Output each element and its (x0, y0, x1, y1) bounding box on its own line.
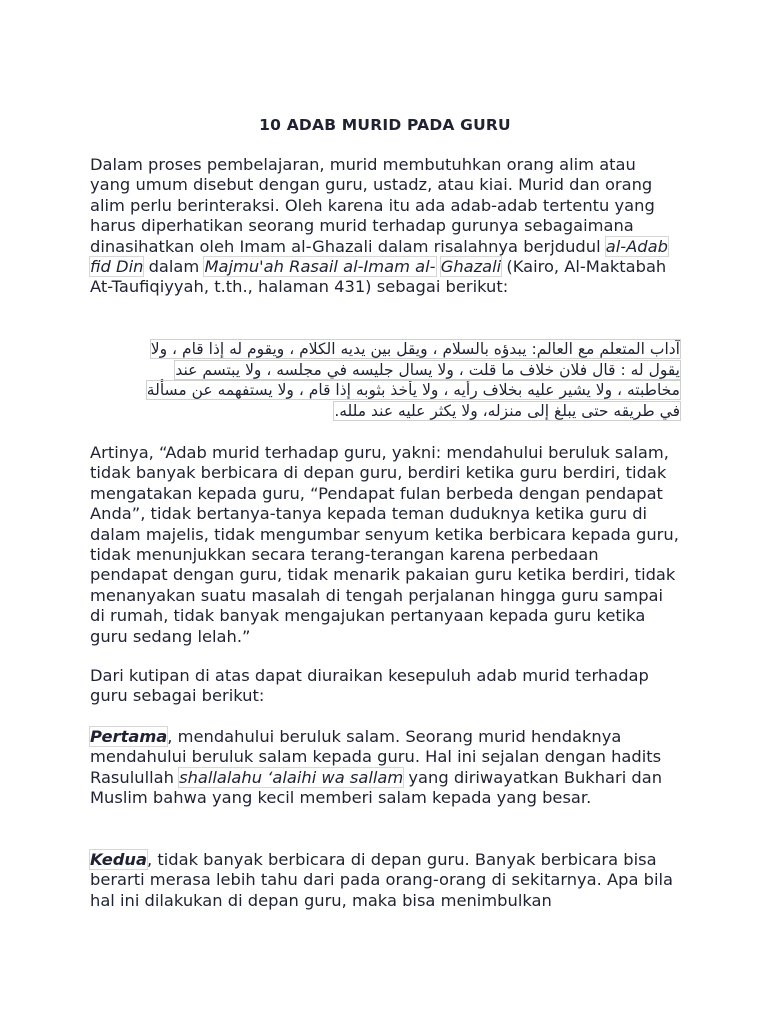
second-label: Kedua (90, 850, 147, 869)
book-title-adab-fid-din: al-Adab fid Din (90, 236, 668, 277)
intro-text-3: (Kairo, Al-Maktabah At-Taufiqiyyah, t.th., halaman 431) sebagai berikut: (90, 257, 667, 297)
arabic-quote (112, 339, 680, 421)
arabic-line-2: يقول له : قال فلان خلاف ما قلت ، ولا يسال جليسه في مجلسه ، ولا يبتسم عند (175, 360, 680, 379)
translation-paragraph: Artinya, “Adab murid terhadap guru, yakni: mendahului beruluk salam, tidak banyak berbicara di depan guru, berdiri ketika guru berdiri, tidak mengatakan kepada guru, “Pendapat fulan berbeda dengan pendapat Anda”, tidak bertanya-tanya kepada teman duduknya ketika guru di dalam majelis, tidak mengumbar senyum ketika berbicara kepada guru, tidak menunjukkan secara terang-terangan karena perbedaan pendapat dengan guru, tidak menarik pakaian guru ketika berdiri, tidak menanyakan suatu masalah di tengah perjalanan hingga guru sampai di rumah, tidak banyak mengajukan pertanyaan kepada guru ketika guru sedang lelah.” (90, 443, 679, 646)
arabic-line-3: مخاطبته ، ولا يشير عليه بخلاف رأيه ، ولا يأخذ بثوبه إذا قام ، ولا يستفهمه عن مسألة (146, 381, 680, 399)
intro-paragraph (90, 155, 680, 298)
arabic-line-1: آداب المتعلم مع العالم: يبدؤه بالسلام ، ويقل بين يديه الكلام ، ويقوم له إذا قام ، ولا (150, 340, 680, 358)
book-title-majmuah-part-2: Ghazali (440, 257, 502, 277)
document-title: 10 ADAB MURID PADA GURU (259, 116, 511, 134)
book-title-majmuah-part-1: Majmu'ah Rasail al-Imam al- (204, 257, 436, 277)
first-text-1: , mendahului beruluk salam. Seorang murid hendaknya mendahului beruluk salam kepada guru. Hal ini sejalan dengan hadits Rasulullah (90, 727, 662, 787)
summary-paragraph: Dari kutipan di atas dapat diuraikan kesepuluh adab murid terhadap guru sebagai berikut: (90, 666, 649, 706)
intro-text-1: Dalam proses pembelajaran, murid membutuhkan orang alim atau yang umum disebut dengan guru, ustadz, atau kiai. Murid dan orang alim perlu berinteraksi. Oleh karena itu ada adab-adab tertentu yang harus diperhatikan seorang murid terhadap gurunya sebagaimana dinasihatkan oleh Imam al-Ghazali dalam risalahnya berjdudul (90, 155, 655, 256)
first-text-2: yang diriwayatkan Bukhari dan Muslim bahwa yang kecil memberi salam kepada yang besar. (90, 767, 663, 808)
intro-text-2: dalam (143, 257, 205, 277)
salawat-phrase: shallalahu ‘alaihi wa sallam (179, 767, 404, 787)
first-adab-paragraph (90, 727, 680, 809)
arabic-line-4: في طريقه حتى يبلغ إلى منزله، ولا يكثر عليه عند ملله. (334, 401, 680, 420)
second-text: , tidak banyak berbicara di depan guru. Banyak berbicara bisa berarti merasa lebih tahu dari pada orang-orang di sekitarnya. Apa bila hal ini dilakukan di depan guru, maka bisa menimbulkan (90, 850, 673, 910)
second-adab-paragraph (90, 850, 680, 911)
first-label: Pertama (90, 727, 168, 746)
